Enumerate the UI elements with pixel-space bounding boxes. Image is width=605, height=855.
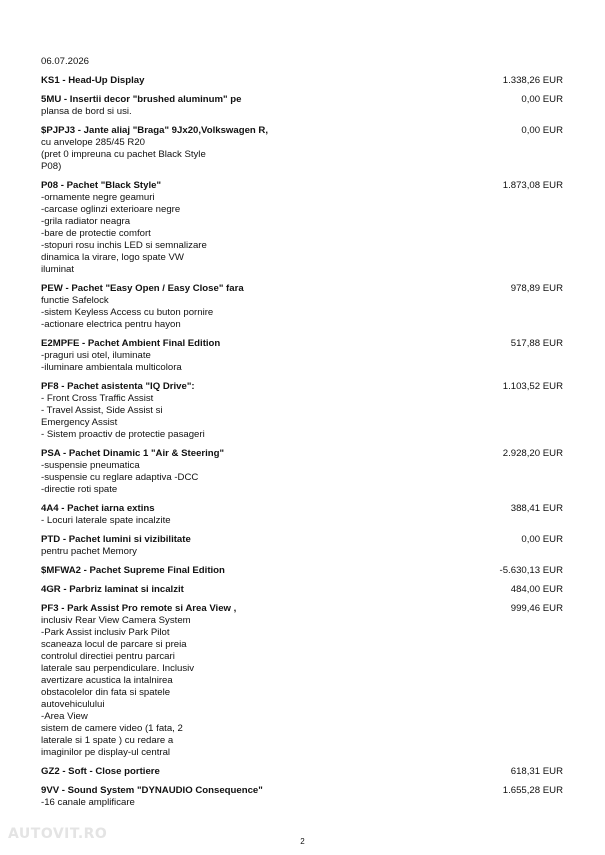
option-price: 2.928,20 EUR	[502, 448, 563, 459]
option-description-line: -actionare electrica pentru hayon	[41, 319, 181, 330]
option-item	[41, 565, 563, 577]
option-title: PF3 - Park Assist Pro remote si Area View ,	[41, 603, 237, 614]
option-description-line: (pret 0 impreuna cu pachet Black Style	[41, 149, 206, 160]
option-description-line: plansa de bord si usi.	[41, 106, 132, 117]
option-description-line: controlul directiei pentru parcari	[41, 651, 175, 662]
option-item	[41, 503, 563, 527]
option-description-line: dinamica la virare, logo spate VW	[41, 252, 184, 263]
option-item	[41, 338, 563, 374]
option-description-line: -grila radiator neagra	[41, 216, 131, 227]
options-list	[41, 75, 563, 816]
option-description-line: -Park Assist inclusiv Park Pilot	[41, 627, 170, 638]
option-item	[41, 283, 563, 331]
option-description-line: - Front Cross Traffic Assist	[41, 393, 154, 404]
option-description-line: -suspensie pneumatica	[41, 460, 140, 471]
option-price: 1.873,08 EUR	[502, 180, 563, 191]
option-description-line: -suspensie cu reglare adaptiva -DCC	[41, 472, 199, 483]
option-description-line: -16 canale amplificare	[41, 797, 135, 808]
option-title: $MFWA2 - Pachet Supreme Final Edition	[41, 565, 225, 576]
option-item	[41, 381, 563, 441]
option-price: 517,88 EUR	[510, 338, 563, 349]
option-price: 388,41 EUR	[510, 503, 563, 514]
option-item	[41, 534, 563, 558]
option-description-line: pentru pachet Memory	[41, 546, 137, 557]
option-description-line: cu anvelope 285/45 R20	[41, 137, 146, 148]
option-description-line: laterale sau perpendiculare. Inclusiv	[41, 663, 195, 674]
option-title: 9VV - Sound System "DYNAUDIO Consequence"	[41, 785, 263, 796]
option-price: 1.103,52 EUR	[502, 381, 563, 392]
option-description-line: imaginilor pe display-ul central	[41, 747, 171, 758]
option-description-line: obstacolelor din fata si spatele	[41, 687, 171, 698]
option-title: $PJPJ3 - Jante aliaj "Braga" 9Jx20,Volkswagen R,	[41, 125, 269, 136]
watermark-logo: AUTOVIT.RO	[8, 826, 108, 842]
option-price: 999,46 EUR	[510, 603, 563, 614]
option-description-line: iluminat	[41, 264, 75, 275]
option-price: 0,00 EUR	[521, 94, 563, 105]
option-item	[41, 448, 563, 496]
option-description-line: scaneaza locul de parcare si preia	[41, 639, 187, 650]
option-title: PTD - Pachet lumini si vizibilitate	[41, 534, 191, 545]
option-description-line: - Locuri laterale spate incalzite	[41, 515, 171, 526]
document-date: 06.07.2026	[41, 56, 90, 67]
option-description-line: -directie roti spate	[41, 484, 118, 495]
option-item	[41, 94, 563, 118]
option-item	[41, 785, 563, 809]
option-description-line: avertizare acustica la intalnirea	[41, 675, 173, 686]
option-title: 4GR - Parbriz laminat si incalzit	[41, 584, 184, 595]
option-description-line: autovehiculului	[41, 699, 105, 710]
option-title: KS1 - Head-Up Display	[41, 75, 145, 86]
option-description-line: functie Safelock	[41, 295, 109, 306]
option-price: 1.655,28 EUR	[502, 785, 563, 796]
option-title: PF8 - Pachet asistenta "IQ Drive":	[41, 381, 195, 392]
option-price: 978,89 EUR	[510, 283, 563, 294]
option-description-line: P08)	[41, 161, 62, 172]
option-item	[41, 180, 563, 276]
option-description-line: - Travel Assist, Side Assist si	[41, 405, 163, 416]
option-item	[41, 125, 563, 173]
option-price: 1.338,26 EUR	[502, 75, 563, 86]
option-item	[41, 584, 563, 596]
option-description-line: -iluminare ambientala multicolora	[41, 362, 182, 373]
option-title: 5MU - Insertii decor "brushed aluminum" pe	[41, 94, 242, 105]
option-description-line: -praguri usi otel, iluminate	[41, 350, 151, 361]
option-title: P08 - Pachet "Black Style"	[41, 180, 162, 191]
option-item	[41, 766, 563, 778]
option-description-line: -bare de protectie comfort	[41, 228, 151, 239]
option-price: 0,00 EUR	[521, 534, 563, 545]
option-title: GZ2 - Soft - Close portiere	[41, 766, 160, 777]
option-description-line: -carcase oglinzi exterioare negre	[41, 204, 181, 215]
option-description-line: - Sistem proactiv de protectie pasageri	[41, 429, 205, 440]
option-price: 484,00 EUR	[510, 584, 563, 595]
option-description-line: -sistem Keyless Access cu buton pornire	[41, 307, 214, 318]
option-description-line: sistem de camere video (1 fata, 2	[41, 723, 183, 734]
option-description-line: laterale si 1 spate ) cu redare a	[41, 735, 174, 746]
option-price: 618,31 EUR	[510, 766, 563, 777]
option-title: 4A4 - Pachet iarna extins	[41, 503, 155, 514]
option-description-line: Emergency Assist	[41, 417, 118, 428]
option-price: -5.630,13 EUR	[499, 565, 563, 576]
option-title: PEW - Pachet "Easy Open / Easy Close" fara	[41, 283, 244, 294]
option-description-line: -stopuri rosu inchis LED si semnalizare	[41, 240, 207, 251]
option-description-line: -ornamente negre geamuri	[41, 192, 155, 203]
option-price: 0,00 EUR	[521, 125, 563, 136]
page-number: 2	[300, 837, 305, 846]
option-item	[41, 603, 563, 759]
option-description-line: inclusiv Rear View Camera System	[41, 615, 191, 626]
option-title: E2MPFE - Pachet Ambient Final Edition	[41, 338, 221, 349]
option-description-line: -Area View	[41, 711, 88, 722]
option-item	[41, 75, 563, 87]
option-title: PSA - Pachet Dinamic 1 "Air & Steering"	[41, 448, 225, 459]
